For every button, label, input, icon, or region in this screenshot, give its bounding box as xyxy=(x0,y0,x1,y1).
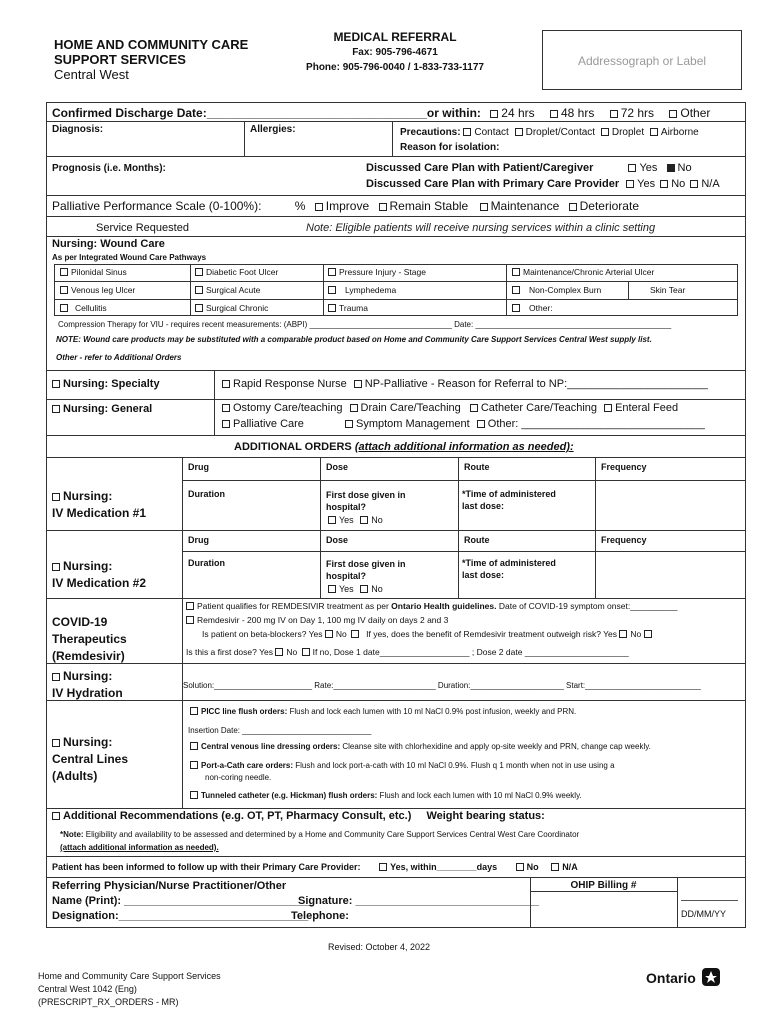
checkbox-deteriorate[interactable] xyxy=(569,203,577,211)
checkbox-trauma[interactable] xyxy=(328,304,336,312)
physician-name[interactable] xyxy=(52,895,314,907)
wound-skin-tear: Skin Tear xyxy=(650,285,686,295)
covid-beta-blockers xyxy=(202,629,655,639)
hydration-line2: IV Hydration xyxy=(52,686,123,700)
checkbox-iv-medication-1[interactable] xyxy=(52,493,60,501)
additional-orders-title xyxy=(234,441,574,453)
eligibility-text: Eligibility and availability to be assessed and determined by a Home and Community Care Support Services Central West Care Coordinator xyxy=(83,830,580,839)
port-a-cath xyxy=(190,761,615,770)
checkbox-droplet[interactable] xyxy=(601,128,609,136)
central-line3: (Adults) xyxy=(52,769,98,783)
checkbox-covid-qualifies[interactable] xyxy=(186,602,194,610)
service-note: Note: Eligible patients will receive nursing services within a clinic setting xyxy=(306,222,656,234)
label-72hrs: 72 hrs xyxy=(620,106,655,120)
care-plan-patient-label: Discussed Care Plan with Patient/Caregiver xyxy=(366,162,594,174)
note-label: *Note: xyxy=(60,830,84,839)
org-name xyxy=(54,37,248,67)
label-general-other: Other: ______________________________ xyxy=(487,418,705,430)
wound-trauma xyxy=(328,303,368,313)
iv2-duration-label: Duration xyxy=(188,558,225,568)
iv2-line2: IV Medication #2 xyxy=(52,576,147,590)
care-plan-patient-row xyxy=(366,162,692,174)
checkbox-48hrs[interactable] xyxy=(550,110,558,118)
checkbox-benefit-yes[interactable] xyxy=(619,630,627,638)
org-line-1: HOME AND COMMUNITY CARE xyxy=(54,37,249,52)
trillium-icon xyxy=(702,968,720,986)
iv2-first-dose-label: First dose given in hospital? xyxy=(326,559,406,581)
insertion-date: Insertion Date: _____________________________ xyxy=(188,726,372,735)
wound-cellulitis xyxy=(60,303,107,313)
checkbox-port[interactable] xyxy=(190,761,198,769)
checkbox-first-dose-yes[interactable] xyxy=(275,648,283,656)
checkbox-tunneled[interactable] xyxy=(190,791,198,799)
label-lymphedema: Lymphedema xyxy=(345,285,397,295)
checkbox-nursing-general[interactable] xyxy=(52,405,60,413)
checkbox-care-plan-patient-no[interactable] xyxy=(667,164,675,172)
recs-label: Additional Recommendations (e.g. OT, PT, Pharmacy Consult, etc.) xyxy=(63,810,412,822)
label-yes: Yes xyxy=(339,584,354,594)
label-48hrs: 48 hrs xyxy=(560,106,595,120)
hydration-fields: Solution:______________________ Rate:_______________________ Duration:_____________________ Start:__________________________ xyxy=(183,681,701,690)
allergies-label: Allergies: xyxy=(250,124,296,135)
tunneled-catheter xyxy=(190,791,582,800)
followup-no-label: No xyxy=(526,862,539,872)
label-remain-stable: Remain Stable xyxy=(389,199,469,213)
footer-line2: Central West 1042 (Eng) xyxy=(38,984,137,994)
label-enteral: Enteral Feed xyxy=(615,402,679,414)
other-refer-note: Other - refer to Additional Orders xyxy=(56,353,182,362)
checkbox-iv-hydration[interactable] xyxy=(52,673,60,681)
ohip-billing-label: OHIP Billing # xyxy=(570,880,637,891)
checkbox-contact[interactable] xyxy=(463,128,471,136)
footer-info xyxy=(38,970,221,1009)
physician-signature[interactable] xyxy=(298,895,539,907)
general-options-row1 xyxy=(222,402,678,414)
iv2-line1: Nursing: xyxy=(63,559,113,573)
label-other-discharge: Other xyxy=(680,106,711,120)
physician-telephone[interactable] xyxy=(291,910,349,922)
pps-percent: % xyxy=(294,199,306,213)
wound-pressure xyxy=(328,267,426,277)
label-pressure: Pressure Injury - Stage xyxy=(339,267,426,277)
nursing-specialty-label: Nursing: Specialty xyxy=(63,378,160,390)
org-line-2: SUPPORT SERVICES xyxy=(54,52,186,67)
picc-line xyxy=(190,707,576,716)
followup-yes-label: Yes, within________days xyxy=(390,862,498,872)
label-catheter: Catheter Care/Teaching xyxy=(480,402,598,414)
covid-qualifies xyxy=(186,601,677,611)
checkbox-care-plan-provider-na[interactable] xyxy=(690,180,698,188)
iv1-drug-label: Drug xyxy=(188,462,209,472)
checkbox-airborne[interactable] xyxy=(650,128,658,136)
wound-noncomplex-burn xyxy=(512,285,601,295)
followup-label: Patient has been informed to follow up with their Primary Care Provider: xyxy=(52,862,361,872)
form-title: MEDICAL REFERRAL xyxy=(333,30,457,44)
picc-text: Flush and lock each lumen with 10 ml NaCl 0.9% post infusion, weekly and PRN. xyxy=(287,707,577,716)
physician-signature-label: Signature: ______________________________ xyxy=(298,895,539,907)
checkbox-np-palliative[interactable] xyxy=(354,380,362,388)
checkbox-surgical-chronic[interactable] xyxy=(195,304,203,312)
label-yes: Yes xyxy=(637,178,656,190)
checkbox-72hrs[interactable] xyxy=(610,110,618,118)
checkbox-remain-stable[interactable] xyxy=(379,203,387,211)
checkbox-iv2-no[interactable] xyxy=(360,585,368,593)
covid-q1c: Date of COVID-19 symptom onset:__________ xyxy=(496,601,678,611)
checkbox-followup-na[interactable] xyxy=(551,863,559,871)
discharge-row xyxy=(52,106,710,120)
label-venous: Venous leg Ulcer xyxy=(71,285,136,295)
covid-q4b: No xyxy=(286,647,298,657)
followup-na-label: N/A xyxy=(562,862,578,872)
general-options-row2 xyxy=(222,418,705,430)
followup-row xyxy=(52,862,578,872)
port-label: Port-a-Cath care orders: xyxy=(201,761,294,770)
wound-pathways: As per Integrated Wound Care Pathways xyxy=(52,253,207,262)
discharge-date-label: Confirmed Discharge Date:_________________________________or within: xyxy=(52,106,481,120)
additional-orders-heading: ADDITIONAL ORDERS xyxy=(234,441,355,453)
checkbox-rapid-response[interactable] xyxy=(222,380,230,388)
checkbox-symptom[interactable] xyxy=(345,420,353,428)
checkbox-iv-medication-2[interactable] xyxy=(52,563,60,571)
label-na: N/A xyxy=(701,178,720,190)
checkbox-diabetic[interactable] xyxy=(195,268,203,276)
wound-arterial xyxy=(512,267,654,277)
checkbox-pilonidal[interactable] xyxy=(60,268,68,276)
iv1-dose-label: Dose xyxy=(326,462,349,472)
physician-designation[interactable] xyxy=(52,910,308,922)
specialty-options xyxy=(222,378,708,390)
precautions-row xyxy=(400,127,699,138)
checkbox-iv1-no[interactable] xyxy=(360,516,368,524)
label-deteriorate: Deteriorate xyxy=(579,199,639,213)
iv1-line1: Nursing: xyxy=(63,489,113,503)
attach-note: (attach additional information as needed). xyxy=(60,843,219,852)
checkbox-cvl[interactable] xyxy=(190,742,198,750)
checkbox-followup-no[interactable] xyxy=(516,863,524,871)
label-cellulitis: Cellulitis xyxy=(75,303,107,313)
nursing-general xyxy=(52,403,152,415)
fax-number: Fax: 905-796-4671 xyxy=(352,47,438,58)
covid-q4c: If no, Dose 1 date___________________ ; Dose 2 date ______________________ xyxy=(312,647,629,657)
checkbox-noncomplex-burn[interactable] xyxy=(512,286,520,294)
checkbox-arterial[interactable] xyxy=(512,268,520,276)
checkbox-followup-yes[interactable] xyxy=(379,863,387,871)
label-arterial: Maintenance/Chronic Arterial Ulcer xyxy=(523,267,655,277)
footer-line1: Home and Community Care Support Services xyxy=(38,971,221,981)
physician-telephone-label: Telephone: xyxy=(291,910,349,922)
label-trauma: Trauma xyxy=(339,303,368,313)
label-no: No xyxy=(371,515,383,525)
covid-line3: (Remdesivir) xyxy=(52,649,125,663)
checkbox-catheter[interactable] xyxy=(470,404,478,412)
label-yes: Yes xyxy=(639,162,658,174)
nursing-general-label: Nursing: General xyxy=(63,403,153,415)
revised-date: Revised: October 4, 2022 xyxy=(328,942,431,952)
wound-lymphedema xyxy=(328,285,396,295)
checkbox-beta-no[interactable] xyxy=(351,630,359,638)
nursing-specialty xyxy=(52,378,160,390)
cvl-text: Cleanse site with chlorhexidine and apply op-site weekly and PRN, change cap weekly. xyxy=(340,742,651,751)
wound-surgical-chronic xyxy=(195,303,268,313)
iv1-first-dose-label: First dose given in hospital? xyxy=(326,490,406,512)
wound-other xyxy=(512,303,553,313)
care-plan-provider-row xyxy=(366,178,720,190)
covid-q3d: No xyxy=(630,629,642,639)
label-np-palliative: NP-Palliative - Reason for Referral to NP:_______________________ xyxy=(364,378,708,390)
port-text: Flush and lock port-a-cath with 10 ml NaCl 0.9%. Flush q 1 month when not in use using a xyxy=(293,761,615,770)
checkbox-ostomy[interactable] xyxy=(222,404,230,412)
care-plan-provider-label: Discussed Care Plan with Primary Care Provider xyxy=(366,178,620,190)
checkbox-24hrs[interactable] xyxy=(490,110,498,118)
covid-therapeutics xyxy=(52,614,127,665)
diagnosis-label: Diagnosis: xyxy=(52,124,104,135)
pps-row xyxy=(52,199,639,213)
checkbox-care-plan-provider-yes[interactable] xyxy=(626,180,634,188)
precautions-label: Precautions: xyxy=(400,127,461,138)
label-droplet: Droplet xyxy=(611,127,645,138)
covid-q2: Remdesivir - 200 mg IV on Day 1, 100 mg IV daily on days 2 and 3 xyxy=(197,615,449,625)
cvl-dressing xyxy=(190,742,651,751)
cvl-label: Central venous line dressing orders: xyxy=(201,742,341,751)
picc-label: PICC line flush orders: xyxy=(201,707,288,716)
label-pilonidal: Pilonidal Sinus xyxy=(71,267,127,277)
checkbox-surgical-acute[interactable] xyxy=(195,286,203,294)
checkbox-venous[interactable] xyxy=(60,286,68,294)
label-drain: Drain Care/Teaching xyxy=(360,402,461,414)
checkbox-central-lines[interactable] xyxy=(52,739,60,747)
iv2-frequency-label: Frequency xyxy=(601,535,647,545)
ontario-wordmark: Ontario xyxy=(646,970,696,986)
label-symptom: Symptom Management xyxy=(355,418,470,430)
checkbox-droplet-contact[interactable] xyxy=(515,128,523,136)
label-no: No xyxy=(371,584,383,594)
addressograph-box[interactable] xyxy=(542,30,742,90)
wound-surgical-acute xyxy=(195,285,260,295)
org-region: Central West xyxy=(54,67,129,82)
isolation-reason-label: Reason for isolation: xyxy=(400,142,500,153)
tunnel-text: Flush and lock each lumen with 10 ml NaCl 0.9% weekly. xyxy=(377,791,582,800)
tunnel-label: Tunneled catheter (e.g. Hickman) flush orders: xyxy=(201,791,378,800)
port-text-2: non-coring needle. xyxy=(205,773,272,782)
additional-orders-note: (attach additional information as needed): xyxy=(354,441,574,453)
checkbox-remdesivir[interactable] xyxy=(186,616,194,624)
phone-number: Phone: 905-796-0040 / 1-833-733-1177 xyxy=(306,62,484,73)
covid-q3a: Is patient on beta-blockers? Yes xyxy=(202,629,323,639)
ontario-logo xyxy=(646,968,720,986)
central-line1: Nursing: xyxy=(63,735,113,749)
covid-q3c: If yes, does the benefit of Remdesivir treatment outweigh risk? Yes xyxy=(366,629,618,639)
wound-venous xyxy=(60,285,135,295)
wound-pilonidal xyxy=(60,267,127,277)
iv1-route-label: Route xyxy=(464,462,490,472)
covid-line1: COVID-19 xyxy=(52,615,108,629)
prognosis-label: Prognosis (i.e. Months): xyxy=(52,163,166,174)
label-wound-other: Other: xyxy=(529,303,553,313)
covid-q1a: Patient qualifies for REMDESIVIR treatment as per xyxy=(197,601,392,611)
checkbox-additional-recs[interactable] xyxy=(52,812,60,820)
central-line2: Central Lines xyxy=(52,752,129,766)
label-diabetic: Diabetic Foot Ulcer xyxy=(206,267,279,277)
covid-first-dose xyxy=(186,647,629,657)
checkbox-care-plan-provider-no[interactable] xyxy=(660,180,668,188)
wound-substitution-note: NOTE: Wound care products may be substituted with a comparable product based on Home and Community Care Support Services Central West supply list. xyxy=(56,335,652,344)
compression-therapy: Compression Therapy for VIU - requires recent measurements: (ABPI) ________________________________ Date: ____________________________________________ xyxy=(58,320,672,329)
wound-diabetic xyxy=(195,267,278,277)
iv1-line2: IV Medication #1 xyxy=(52,506,147,520)
addressograph-label: Addressograph or Label xyxy=(577,54,707,68)
label-24hrs: 24 hrs xyxy=(501,106,535,120)
checkbox-care-plan-patient-yes[interactable] xyxy=(628,164,636,172)
label-airborne: Airborne xyxy=(660,127,699,138)
iv2-route-label: Route xyxy=(464,535,490,545)
central-lines xyxy=(52,734,128,785)
checkbox-general-other[interactable] xyxy=(477,420,485,428)
label-maintenance: Maintenance xyxy=(490,199,560,213)
iv-medication-1 xyxy=(52,488,146,522)
date-format-label: DD/MM/YY xyxy=(681,909,726,919)
physician-title: Referring Physician/Nurse Practitioner/Other xyxy=(52,880,287,892)
covid-q1b: Ontario Health guidelines. xyxy=(391,601,497,611)
covid-q3b: No xyxy=(335,629,347,639)
label-yes: Yes xyxy=(339,515,354,525)
iv-medication-2 xyxy=(52,558,146,592)
physician-designation-label: Designation:_______________________________ xyxy=(52,910,309,922)
iv1-time-admin-label: *Time of administered last dose: xyxy=(462,489,556,511)
label-droplet-contact: Droplet/Contact xyxy=(525,127,596,138)
iv2-first-dose-options xyxy=(328,584,383,594)
checkbox-palliative-care[interactable] xyxy=(222,420,230,428)
covid-remdesivir-dose xyxy=(186,615,448,625)
checkbox-beta-yes[interactable] xyxy=(325,630,333,638)
label-rapid-response: Rapid Response Nurse xyxy=(233,378,347,390)
iv2-drug-label: Drug xyxy=(188,535,209,545)
hydration-line1: Nursing: xyxy=(63,669,113,683)
footer-line3: (PRESCRIPT_RX_ORDERS - MR) xyxy=(38,997,179,1007)
checkbox-enteral[interactable] xyxy=(604,404,612,412)
iv-hydration xyxy=(52,668,123,702)
checkbox-cellulitis[interactable] xyxy=(60,304,68,312)
checkbox-first-dose-no[interactable] xyxy=(302,648,310,656)
checkbox-iv1-yes[interactable] xyxy=(328,516,336,524)
label-no: No xyxy=(677,162,692,174)
checkbox-benefit-no[interactable] xyxy=(644,630,652,638)
checkbox-drain[interactable] xyxy=(350,404,358,412)
covid-line2: Therapeutics xyxy=(52,632,127,646)
iv1-frequency-label: Frequency xyxy=(601,462,647,472)
checkbox-improve[interactable] xyxy=(315,203,323,211)
checkbox-picc[interactable] xyxy=(190,707,198,715)
label-improve: Improve xyxy=(325,199,370,213)
weight-bearing-label: Weight bearing status: xyxy=(426,810,545,822)
checkbox-pressure[interactable] xyxy=(328,268,336,276)
checkbox-wound-other[interactable] xyxy=(512,304,520,312)
label-noncomplex-burn: Non-Complex Burn xyxy=(529,285,602,295)
iv2-dose-label: Dose xyxy=(326,535,349,545)
label-surgical-acute: Surgical Acute xyxy=(206,285,261,295)
iv2-time-admin-label: *Time of administered last dose: xyxy=(462,558,556,580)
checkbox-maintenance[interactable] xyxy=(480,203,488,211)
checkbox-lymphedema[interactable] xyxy=(328,286,336,294)
service-requested-heading: Service Requested xyxy=(96,222,189,234)
iv1-first-dose-options xyxy=(328,515,383,525)
physician-name-label: Name (Print): _______________________________ xyxy=(52,895,314,907)
additional-recommendations xyxy=(52,810,545,822)
eligibility-note xyxy=(60,830,579,839)
wound-care-title: Nursing: Wound Care xyxy=(52,238,165,250)
label-contact: Contact xyxy=(474,127,509,138)
pps-label: Palliative Performance Scale (0-100%): xyxy=(52,199,262,213)
iv1-duration-label: Duration xyxy=(188,489,225,499)
checkbox-iv2-yes[interactable] xyxy=(328,585,336,593)
checkbox-other-discharge[interactable] xyxy=(669,110,677,118)
label-no: No xyxy=(671,178,686,190)
label-ostomy: Ostomy Care/teaching xyxy=(233,402,343,414)
label-palliative-care: Palliative Care xyxy=(233,418,304,430)
checkbox-nursing-specialty[interactable] xyxy=(52,380,60,388)
covid-q4a: Is this a first dose? Yes xyxy=(186,647,273,657)
label-surgical-chronic: Surgical Chronic xyxy=(206,303,269,313)
